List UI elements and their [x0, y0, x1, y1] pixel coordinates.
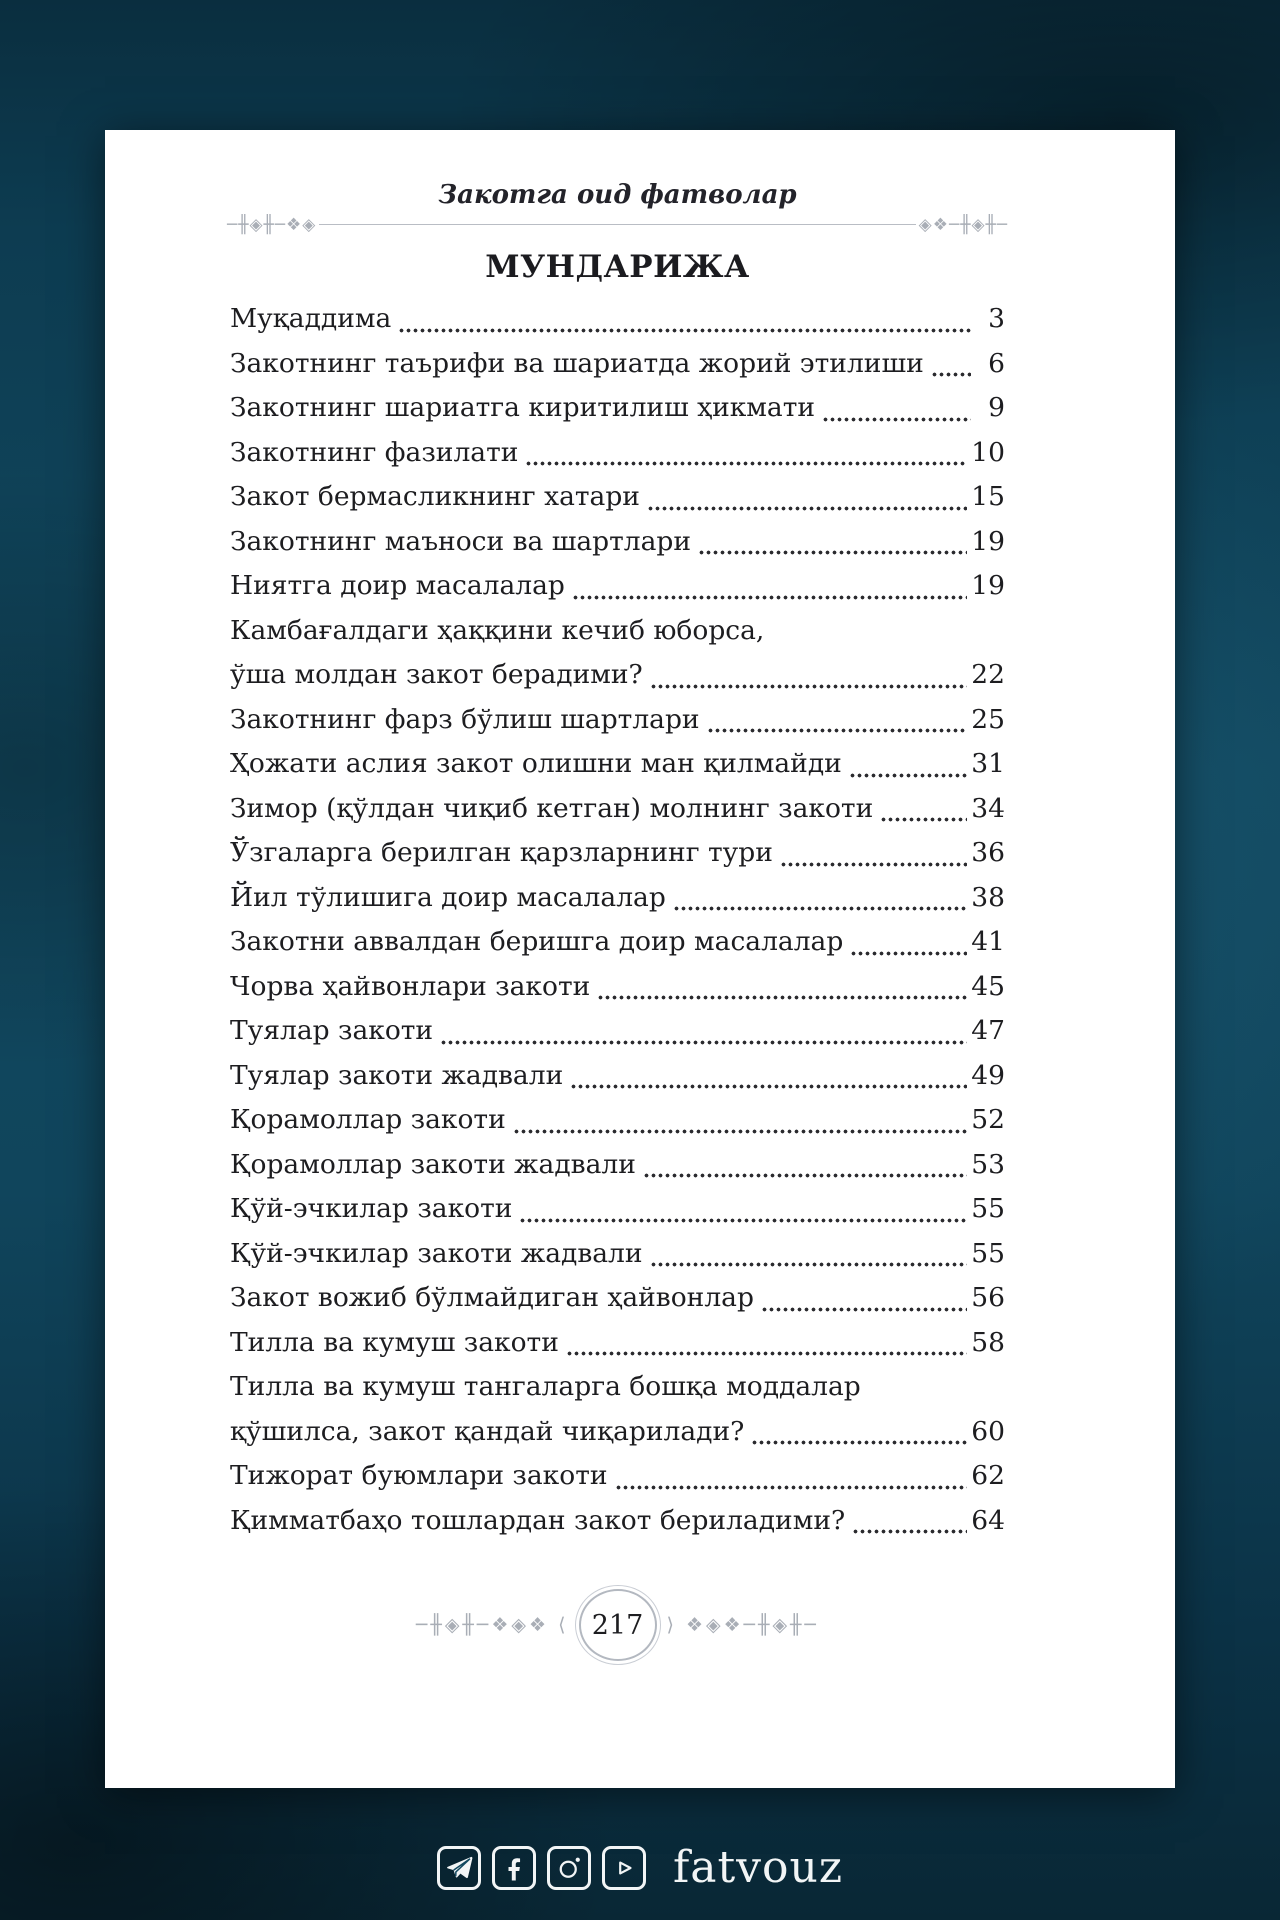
toc-entry — [230, 1365, 1005, 1454]
toc-line — [230, 920, 1005, 965]
toc-page-number: 60 — [971, 1415, 1005, 1447]
toc-entry-label: Қўй-эчкилар закоти — [230, 1193, 513, 1224]
toc-entry-label: Закотни аввалдан беришга доир масалалар — [230, 926, 844, 957]
toc-line — [230, 1454, 1005, 1499]
toc-entry — [230, 742, 1005, 787]
toc-entry — [230, 297, 1005, 342]
toc-line — [230, 965, 1005, 1010]
toc-entry-label: Тижорат буюмлари закоти — [230, 1460, 608, 1491]
toc-dotted-leader — [849, 773, 967, 778]
toc-line — [230, 787, 1005, 832]
toc-line — [230, 742, 1005, 787]
toc-entry-label: Ҳожати аслия закот олишни ман қилмайди — [230, 748, 842, 779]
toc-page-number: 38 — [971, 881, 1005, 913]
toc-entry — [230, 787, 1005, 832]
toc-entry-label: Тилла ва кумуш закоти — [230, 1326, 559, 1358]
toc-dotted-leader — [931, 372, 971, 377]
toc-line — [230, 609, 1005, 654]
toc-entry-label: Қимматбаҳо тошлардан закот бериладими? — [230, 1504, 846, 1536]
toc-page-number: 31 — [971, 748, 1005, 779]
toc-page-number: 56 — [971, 1282, 1005, 1313]
page-footer-ornament — [230, 1589, 1005, 1661]
toc-entry — [230, 475, 1005, 520]
toc-page-number: 15 — [971, 481, 1005, 512]
toc-line — [230, 1365, 1005, 1410]
toc-page-number: 49 — [971, 1059, 1005, 1091]
toc-dotted-leader — [650, 684, 967, 689]
toc-line — [230, 431, 1005, 476]
toc-entry-label: қўшилса, закот қандай чиқарилади? — [230, 1415, 745, 1447]
toc-entry — [230, 1499, 1005, 1544]
toc-dotted-leader — [566, 1351, 967, 1356]
toc-dotted-leader — [780, 862, 967, 867]
toc-entry-label: Закотнинг маъноси ва шартлари — [230, 525, 692, 557]
toc-entry-label: Қўй-эчкилар закоти жадвали — [230, 1237, 643, 1269]
toc-dotted-leader — [880, 817, 967, 822]
toc-page-number: 45 — [971, 970, 1005, 1002]
toc-entry — [230, 698, 1005, 743]
toc-dotted-leader — [525, 461, 967, 466]
toc-line — [230, 876, 1005, 921]
toc-dotted-leader — [643, 1173, 967, 1178]
toc-title: МУНДАРИЖА — [485, 249, 750, 285]
toc-dotted-leader — [398, 328, 971, 333]
toc-dotted-leader — [673, 906, 967, 911]
toc-entry-label: Закотнинг фарз бўлиш шартлари — [230, 703, 700, 735]
toc-entry-label: Зимор (қўлдан чиқиб кетган) молнинг закоти — [230, 792, 874, 824]
play-icon — [602, 1846, 646, 1890]
toc-entry-label: Тилла ва кумуш тангаларга бошқа моддалар — [230, 1371, 861, 1402]
footer-ornament-left-icon: ─╫◈╫─❖◈❖ ⟨ — [416, 1614, 569, 1636]
toc-list — [230, 297, 1005, 1543]
toc-dotted-leader — [647, 506, 967, 511]
toc-page-number: 41 — [971, 926, 1005, 957]
toc-entry-label: Закот бермасликнинг хатари — [230, 481, 640, 512]
running-title: Закотга оид фатволар — [438, 180, 797, 210]
toc-entry-label: Чорва ҳайвонлари закоти — [230, 970, 591, 1002]
toc-entry-label: Ниятга доир масалалар — [230, 570, 565, 601]
toc-dotted-leader — [751, 1440, 967, 1445]
toc-entry-label: Закотнинг шариатга киритилиш ҳикмати — [230, 392, 816, 423]
toc-dotted-leader — [850, 951, 967, 956]
running-head — [227, 180, 1008, 235]
toc-line — [230, 386, 1005, 431]
toc-line — [230, 297, 1005, 342]
toc-entry — [230, 520, 1005, 565]
toc-entry — [230, 609, 1005, 698]
toc-page-number: 47 — [971, 1015, 1005, 1046]
toc-entry — [230, 342, 1005, 387]
toc-line — [230, 1276, 1005, 1321]
toc-page-number: 55 — [971, 1237, 1005, 1269]
toc-entry — [230, 1009, 1005, 1054]
toc-page-number: 52 — [971, 1104, 1005, 1135]
toc-entry — [230, 1098, 1005, 1143]
toc-entry-label: Ўзгаларга берилган қарзларнинг тури — [230, 837, 773, 868]
toc-entry — [230, 386, 1005, 431]
toc-dotted-leader — [698, 550, 967, 555]
toc-line — [230, 653, 1005, 698]
toc-line — [230, 1143, 1005, 1188]
toc-entry — [230, 1187, 1005, 1232]
toc-page-number: 36 — [971, 837, 1005, 868]
toc-line — [230, 1410, 1005, 1455]
toc-dotted-leader — [707, 728, 968, 733]
toc-page-number: 53 — [971, 1148, 1005, 1180]
toc-line — [230, 520, 1005, 565]
header-ornament-right-icon: ◈❖─╫◈╫─ — [916, 215, 1011, 235]
toc-page-number: 10 — [971, 436, 1005, 468]
toc-line — [230, 1232, 1005, 1277]
toc-line — [230, 1054, 1005, 1099]
page-number-medallion — [579, 1589, 657, 1661]
toc-line — [230, 1187, 1005, 1232]
book-page — [105, 130, 1175, 1788]
toc-line — [230, 342, 1005, 387]
toc-page-number: 25 — [971, 703, 1005, 735]
toc-entry — [230, 876, 1005, 921]
toc-entry — [230, 1276, 1005, 1321]
toc-page-number: 64 — [971, 1504, 1005, 1536]
toc-entry — [230, 965, 1005, 1010]
toc-entry — [230, 831, 1005, 876]
toc-entry-label: Закотнинг таърифи ва шариатда жорий этилиши — [230, 347, 924, 379]
toc-page-number: 62 — [971, 1460, 1005, 1491]
header-rule — [227, 214, 1008, 235]
toc-line — [230, 1321, 1005, 1366]
instagram-icon — [547, 1846, 591, 1890]
toc-page-number: 34 — [971, 792, 1005, 824]
toc-line — [230, 1098, 1005, 1143]
toc-entry — [230, 564, 1005, 609]
toc-page-number: 19 — [971, 570, 1005, 601]
toc-dotted-leader — [761, 1307, 967, 1312]
toc-entry — [230, 1054, 1005, 1099]
toc-dotted-leader — [572, 595, 967, 600]
toc-entry — [230, 1232, 1005, 1277]
facebook-icon — [492, 1846, 536, 1890]
toc-dotted-leader — [650, 1262, 968, 1267]
toc-dotted-leader — [570, 1084, 967, 1089]
toc-entry-label: Закот вожиб бўлмайдиган ҳайвонлар — [230, 1282, 754, 1313]
toc-entry-label: Йил тўлишига доир масалалар — [230, 881, 666, 913]
toc-dotted-leader — [615, 1485, 968, 1490]
toc-line — [230, 831, 1005, 876]
footer-ornament-right-icon: ⟩ ❖◈❖─╫◈╫─ — [666, 1614, 819, 1636]
toc-dotted-leader — [519, 1218, 967, 1223]
toc-line — [230, 1009, 1005, 1054]
brand-text: fatvouz — [672, 1842, 844, 1893]
toc-entry — [230, 1143, 1005, 1188]
toc-entry-label: Камбағалдаги ҳаққини кечиб юборса, — [230, 614, 765, 646]
toc-entry-label: Закотнинг фазилати — [230, 436, 519, 468]
toc-page-number: 9 — [988, 392, 1005, 423]
toc-page-number: 6 — [988, 347, 1005, 379]
toc-dotted-leader — [440, 1040, 967, 1045]
header-ornament-left-icon: ─╫◈╫─❖◈ — [224, 215, 319, 235]
toc-entry — [230, 920, 1005, 965]
toc-dotted-leader — [852, 1529, 967, 1534]
toc-entry-label: Қорамоллар закоти жадвали — [230, 1148, 636, 1180]
telegram-icon — [437, 1846, 481, 1890]
toc-entry — [230, 431, 1005, 476]
toc-line — [230, 564, 1005, 609]
toc-entry-label: ўша молдан закот берадими? — [230, 659, 643, 690]
toc-entry-label: Қорамоллар закоти — [230, 1104, 506, 1135]
toc-dotted-leader — [513, 1129, 968, 1134]
toc-page-number: 3 — [988, 303, 1005, 334]
toc-entry-label: Туялар закоти — [230, 1015, 434, 1046]
toc-page-number: 58 — [971, 1326, 1005, 1358]
toc-line — [230, 1499, 1005, 1544]
toc-entry — [230, 1454, 1005, 1499]
toc-entry-label: Муқаддима — [230, 303, 392, 334]
toc-entry-label: Туялар закоти жадвали — [230, 1059, 564, 1091]
toc-line — [230, 698, 1005, 743]
toc-dotted-leader — [822, 417, 971, 422]
toc-page-number: 19 — [971, 525, 1005, 557]
toc-dotted-leader — [597, 995, 967, 1000]
toc-line — [230, 475, 1005, 520]
page-number: 217 — [591, 1609, 644, 1641]
toc-page-number: 55 — [971, 1193, 1005, 1224]
bottom-brand-bar — [0, 1842, 1280, 1893]
toc-page-number: 22 — [971, 659, 1005, 690]
toc-entry — [230, 1321, 1005, 1366]
